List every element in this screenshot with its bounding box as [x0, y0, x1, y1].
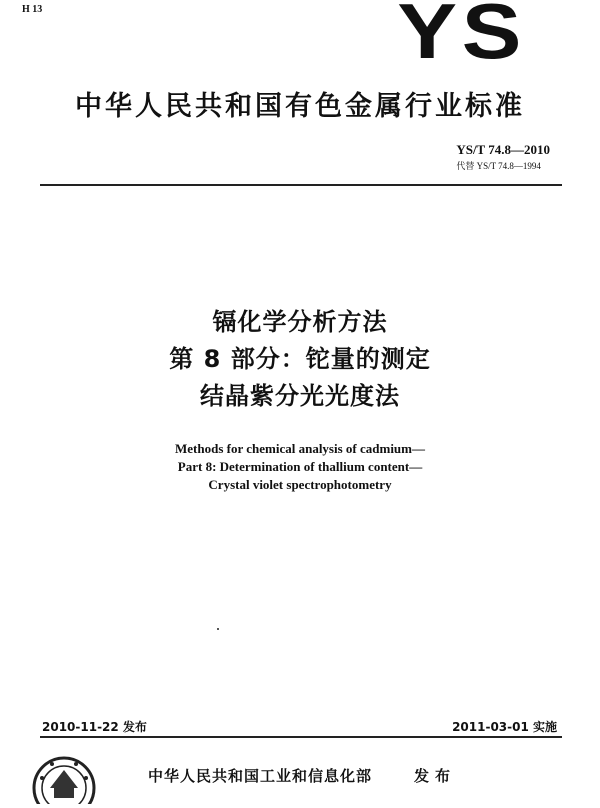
publisher-name: 中华人民共和国工业和信息化部	[148, 767, 373, 785]
english-title	[0, 440, 600, 494]
chinese-title-line: 结晶紫分光光度法	[200, 382, 400, 410]
speck	[217, 628, 219, 630]
ministry-seal-icon	[28, 748, 100, 808]
issue-date: 2010-11-22 发布	[42, 720, 147, 734]
ics-code: H 13	[22, 4, 43, 15]
publish-label: 发布	[414, 767, 457, 785]
org-title: 中华人民共和国有色金属行业标准	[75, 91, 525, 122]
ys-logo: YS	[397, 0, 526, 75]
english-title-line: Methods for chemical analysis of cadmium—	[175, 441, 425, 456]
standard-number: YS/T 74.8—2010	[456, 142, 550, 157]
chinese-title-line: 第 8 部分：铊量的测定	[169, 345, 431, 373]
english-title-line: Crystal violet spectrophotometry	[208, 477, 392, 492]
top-divider	[40, 184, 562, 186]
chinese-title	[0, 304, 600, 415]
replaces-standard: 代替 YS/T 74.8—1994	[456, 161, 541, 171]
implementation-date: 2011-03-01 实施	[452, 720, 557, 734]
chinese-title-line: 镉化学分析方法	[212, 308, 388, 336]
bottom-divider	[40, 736, 562, 738]
standard-number-block	[456, 142, 550, 172]
english-title-line: Part 8: Determination of thallium content—	[177, 459, 423, 474]
